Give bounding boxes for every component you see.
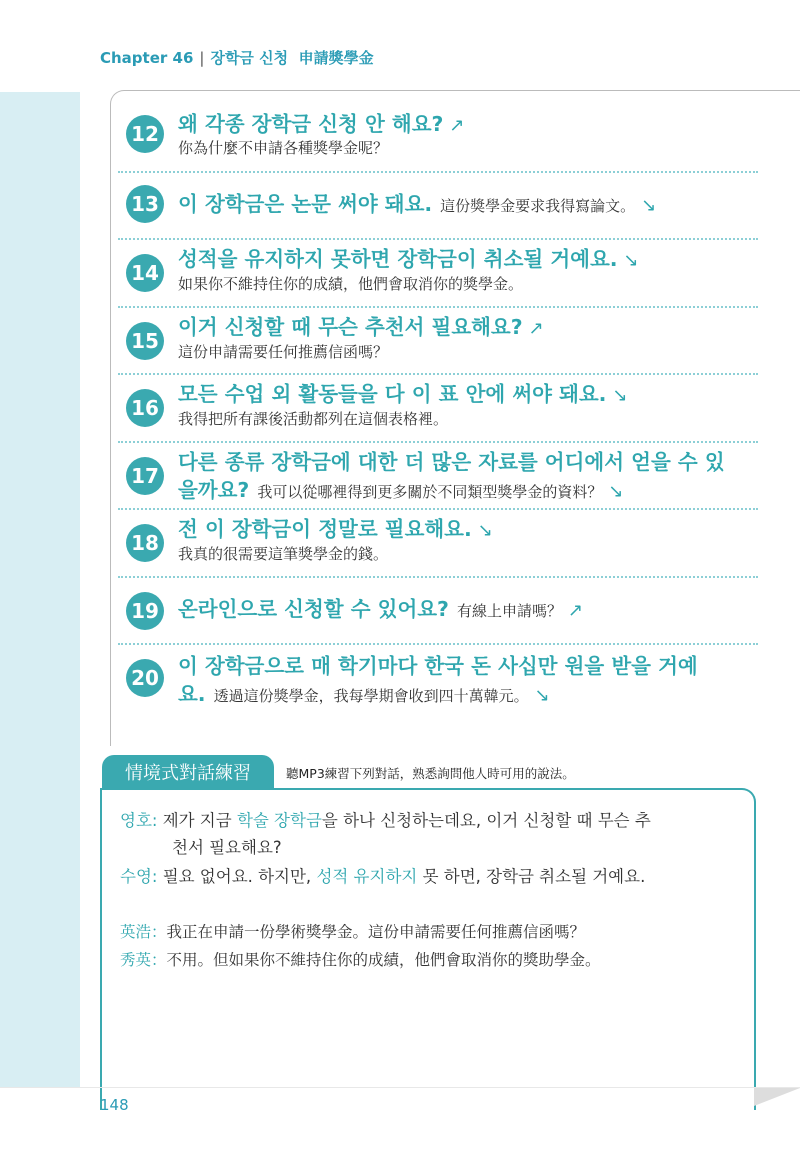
dotted-divider	[118, 441, 758, 443]
practice-section-tag: 情境式對話練習	[102, 755, 274, 789]
rising-intonation-icon: ↗	[567, 600, 584, 621]
chinese-translation: 這份獎學金要求我得寫論文。	[440, 197, 636, 215]
falling-intonation-icon: ↘	[623, 250, 639, 271]
speaker-label: 수영:	[120, 867, 158, 886]
falling-intonation-icon: ↘	[612, 385, 628, 406]
chinese-translation: 有線上申請嗎？	[456, 602, 562, 620]
chinese-translation: 你為什麼不申請各種獎學金呢？	[178, 139, 389, 157]
speaker-label: 영호:	[120, 811, 158, 830]
dialogue-text: 我正在申請一份學術獎學金。這份申請需要任何推薦信函嗎？	[166, 923, 586, 941]
korean-text: 전 이 장학금이 정말로 필요해요.	[178, 517, 472, 541]
korean-sentence-continued	[178, 681, 550, 709]
korean-sentence-continued	[178, 477, 623, 505]
dialogue-line-2: 천서 필요해요?	[172, 838, 282, 857]
highlighted-phrase: 성적 유지하지	[316, 867, 418, 886]
korean-sentence: 이 장학금으로 매 학기마다 한국 돈 사십만 원을 받을 거예	[178, 654, 698, 678]
item-number-badge: 13	[126, 185, 164, 223]
chapter-title-ko: 장학금 신청	[210, 49, 289, 67]
korean-text: 요.	[178, 682, 206, 706]
korean-sentence	[178, 516, 493, 544]
korean-text: 성적을 유지하지 못하면 장학금이 취소될 거예요.	[178, 247, 618, 271]
dialogue-text: 제가 지금	[162, 811, 237, 830]
highlighted-phrase: 학술 장학금	[236, 811, 322, 830]
korean-text: 을까요?	[178, 478, 250, 502]
chinese-translation: 如果你不維持住你的成績，他們會取消你的獎學金。	[178, 275, 524, 293]
dotted-divider	[118, 576, 758, 578]
chinese-translation: 我真的很需要這筆獎學金的錢。	[178, 545, 389, 563]
dotted-divider	[118, 508, 758, 510]
item-number-badge: 16	[126, 389, 164, 427]
page-header	[100, 47, 374, 68]
chapter-title-zh: 申請獎學金	[298, 49, 374, 67]
page-corner-decoration	[754, 1088, 800, 1106]
falling-intonation-icon: ↘	[641, 195, 657, 216]
falling-intonation-icon: ↘	[477, 520, 493, 541]
item-number-badge: 12	[126, 115, 164, 153]
korean-sentence	[178, 314, 544, 342]
item-number-badge: 20	[126, 659, 164, 697]
korean-sentence: 다른 종류 장학금에 대한 더 많은 자료를 어디에서 얻을 수 있	[178, 450, 725, 474]
speaker-label: 英浩：	[120, 923, 167, 941]
dotted-divider	[118, 171, 758, 173]
dialogue-line-1	[120, 807, 651, 831]
practice-instruction: 聽MP3練習下列對話，熟悉詢問他人時可用的說法。	[286, 766, 575, 781]
korean-text: 왜 각종 장학금 신청 안 해요?	[178, 112, 444, 136]
chinese-translation: 這份申請需要任何推薦信函嗎？	[178, 343, 389, 361]
korean-sentence	[178, 381, 628, 409]
chapter-label: Chapter 46	[100, 49, 194, 67]
dialogue-text: 못 하면, 장학금 취소될 거예요.	[417, 867, 646, 886]
dotted-divider	[118, 373, 758, 375]
rising-intonation-icon: ↗	[449, 115, 465, 136]
dotted-divider	[118, 643, 758, 645]
korean-text: 온라인으로 신청할 수 있어요?	[178, 597, 449, 621]
item-number-badge: 18	[126, 524, 164, 562]
chinese-translation: 我得把所有課後活動都列在這個表格裡。	[178, 410, 449, 428]
page-number: 148	[100, 1096, 129, 1114]
dialogue-text: 不用。但如果你不維持住你的成績，他們會取消你的獎助學金。	[166, 951, 601, 969]
dialogue-line-5	[120, 948, 601, 970]
item-number-badge: 15	[126, 322, 164, 360]
dialogue-line-4	[120, 920, 585, 942]
speaker-label: 秀英：	[120, 951, 167, 969]
rising-intonation-icon: ↗	[528, 318, 544, 339]
falling-intonation-icon: ↘	[534, 685, 550, 706]
korean-sentence	[178, 246, 639, 274]
item-number-badge: 14	[126, 254, 164, 292]
dialogue-text: 을 하나 신청하는데요, 이거 신청할 때 무슨 추	[321, 811, 651, 830]
korean-text: 이 장학금은 논문 써야 돼요.	[178, 192, 433, 216]
chinese-translation: 透過這份獎學金，我每學期會收到四十萬韓元。	[213, 687, 529, 705]
footer-rule	[0, 1087, 800, 1088]
dialogue-text: 필요 없어요. 하지만,	[162, 867, 317, 886]
item-number-badge: 17	[126, 457, 164, 495]
falling-intonation-icon: ↘	[608, 481, 624, 502]
korean-text: 모든 수업 외 활동들을 다 이 표 안에 써야 돼요.	[178, 382, 607, 406]
korean-text: 이거 신청할 때 무슨 추천서 필요해요?	[178, 315, 523, 339]
dotted-divider	[118, 306, 758, 308]
korean-sentence	[178, 596, 583, 624]
left-margin-band	[0, 92, 80, 1087]
korean-sentence	[178, 111, 465, 139]
korean-sentence	[178, 191, 656, 219]
header-separator: |	[199, 49, 205, 67]
chinese-translation: 我可以從哪裡得到更多關於不同類型獎學金的資料？	[257, 483, 603, 501]
item-number-badge: 19	[126, 592, 164, 630]
dotted-divider	[118, 238, 758, 240]
dialogue-line-3	[120, 863, 645, 887]
